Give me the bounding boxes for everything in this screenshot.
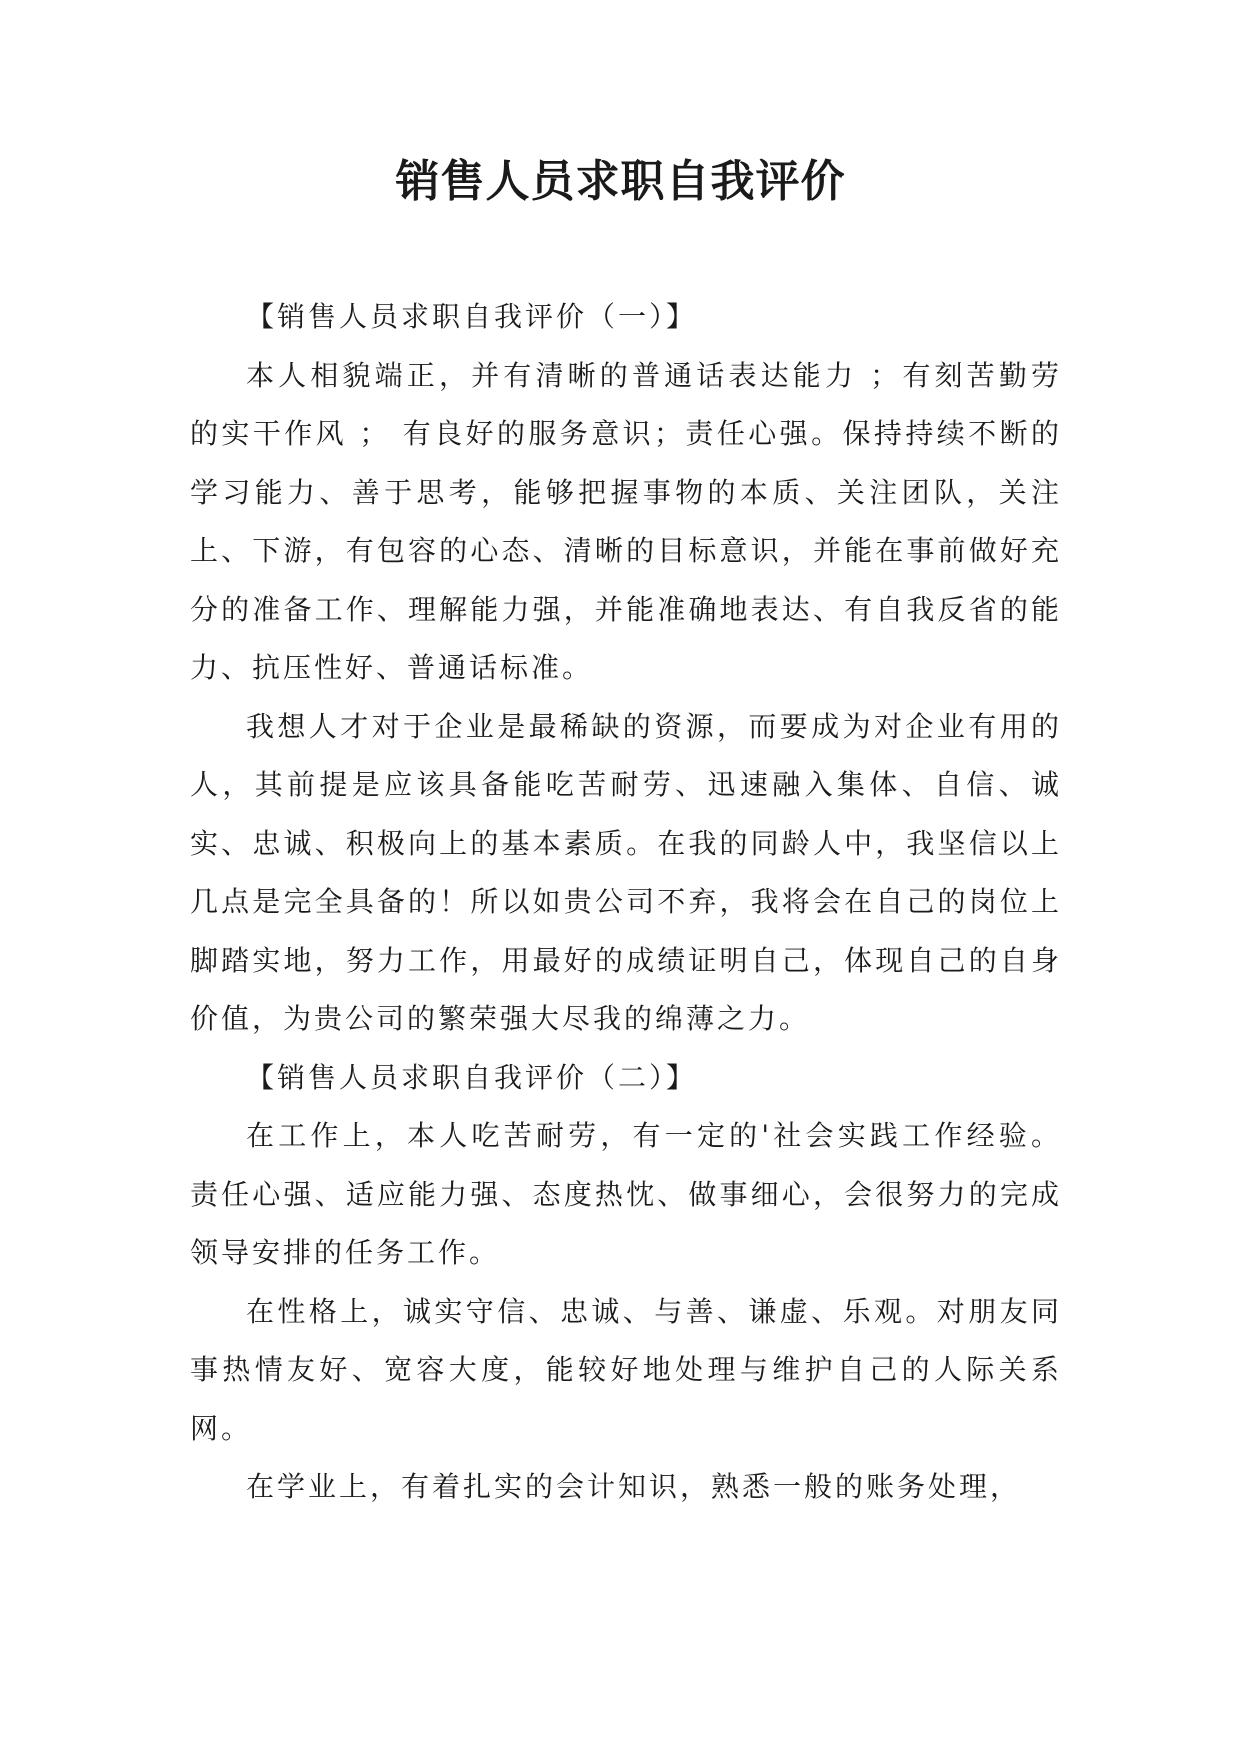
section-1 <box>190 288 1062 1049</box>
section-heading: 【销售人员求职自我评价（一）】 <box>246 300 698 333</box>
paragraph: 我想人才对于企业是最稀缺的资源，而要成为对企业有用的人，其前提是应该具备能吃苦耐劳、迅速融入集体、自信、诚实、忠诚、积极向上的基本素质。在我的同龄人中，我坚信以上几点是完全具备的！所以如贵公司不弃，我将会在自己的岗位上脚踏实地，努力工作，用最好的成绩证明自己，体现自己的自身价值，为贵公司的繁荣强大尽我的绵薄之力。 <box>190 709 1062 1035</box>
document-title: 销售人员求职自我评价 <box>395 156 846 207</box>
paragraph: 在学业上，有着扎实的会计知识，熟悉一般的账务处理， <box>246 1470 1022 1503</box>
section-2 <box>190 1049 1062 1517</box>
section-heading: 【销售人员求职自我评价（二）】 <box>246 1060 698 1094</box>
paragraph: 本人相貌端正，并有清晰的普通话表达能力 ；有刻苦勤劳的实干作风 ； 有良好的服务意识；责任心强。保持持续不断的学习能力、善于思考，能够把握事物的本质、关注团队，关注上、下游，有包容的心态、清晰的目标意识，并能在事前做好充分的准备工作、理解能力强，并能准确地表达、有自我反省的能力、抗压性好、普通话标准。 <box>190 358 1062 684</box>
document-body <box>190 288 1062 1517</box>
paragraph: 在性格上，诚实守信、忠诚、与善、谦虚、乐观。对朋友同事热情友好、宽容大度，能较好地处理与维护自己的人际关系网。 <box>190 1294 1062 1445</box>
paragraph: 在工作上，本人吃苦耐劳，有一定的'社会实践工作经验。责任心强、适应能力强、态度热忱、做事细心，会很努力的完成领导安排的任务工作。 <box>190 1119 1062 1269</box>
